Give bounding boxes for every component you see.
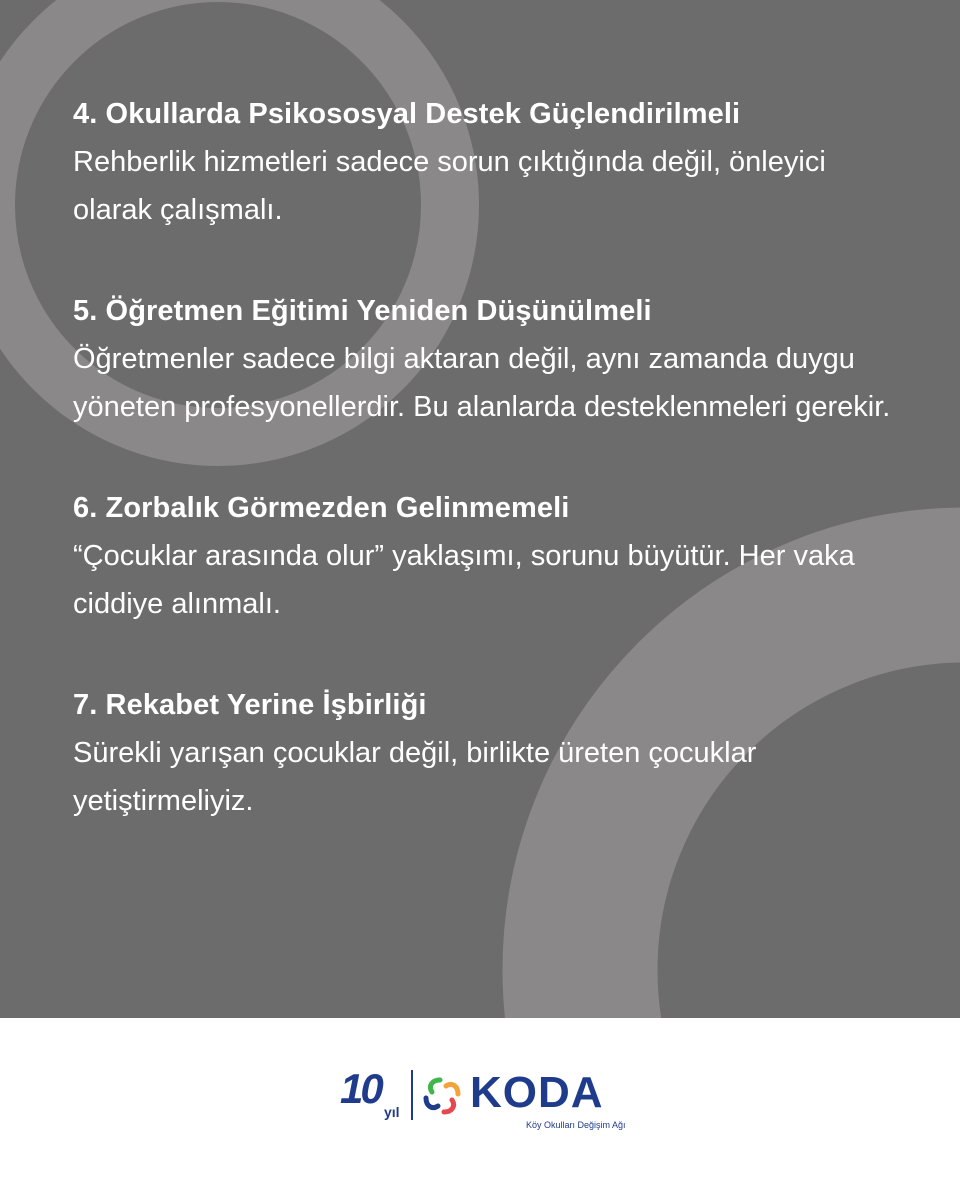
anniversary-unit: yıl — [384, 1104, 400, 1120]
recommendation-item-7 — [73, 681, 893, 825]
koda-logo — [340, 1066, 630, 1161]
recommendation-item-5 — [73, 287, 893, 431]
recommendation-list — [73, 90, 893, 878]
item-title: 4. Okullarda Psikososyal Destek Güçlendirilmeli — [73, 98, 741, 130]
logo-divider — [411, 1070, 413, 1120]
recommendation-item-6 — [73, 484, 893, 628]
item-body: Sürekli yarışan çocuklar değil, birlikte üreten çocuklar yetiştirmeliyiz. — [73, 737, 757, 817]
recommendation-item-4 — [73, 90, 893, 234]
item-body: Öğretmenler sadece bilgi aktaran değil, aynı zamanda duygu yöneten profesyonellerdir. Bu alanlarda desteklenmeleri gerekir. — [73, 343, 891, 423]
pinwheel-icon — [420, 1074, 464, 1118]
brand-tagline: Köy Okulları Değişim Ağı — [526, 1120, 626, 1130]
item-title: 5. Öğretmen Eğitimi Yeniden Düşünülmeli — [73, 295, 652, 327]
brand-name: KODA — [470, 1068, 604, 1117]
item-body: Rehberlik hizmetleri sadece sorun çıktığında değil, önleyici olarak çalışmalı. — [73, 146, 826, 226]
item-body: “Çocuklar arasında olur” yaklaşımı, sorunu büyütür. Her vaka ciddiye alınmalı. — [73, 540, 855, 620]
anniversary-number: 10 — [340, 1065, 381, 1112]
item-title: 6. Zorbalık Görmezden Gelinmemeli — [73, 492, 570, 524]
footer — [0, 1018, 960, 1200]
item-title: 7. Rekabet Yerine İşbirliği — [73, 689, 427, 721]
